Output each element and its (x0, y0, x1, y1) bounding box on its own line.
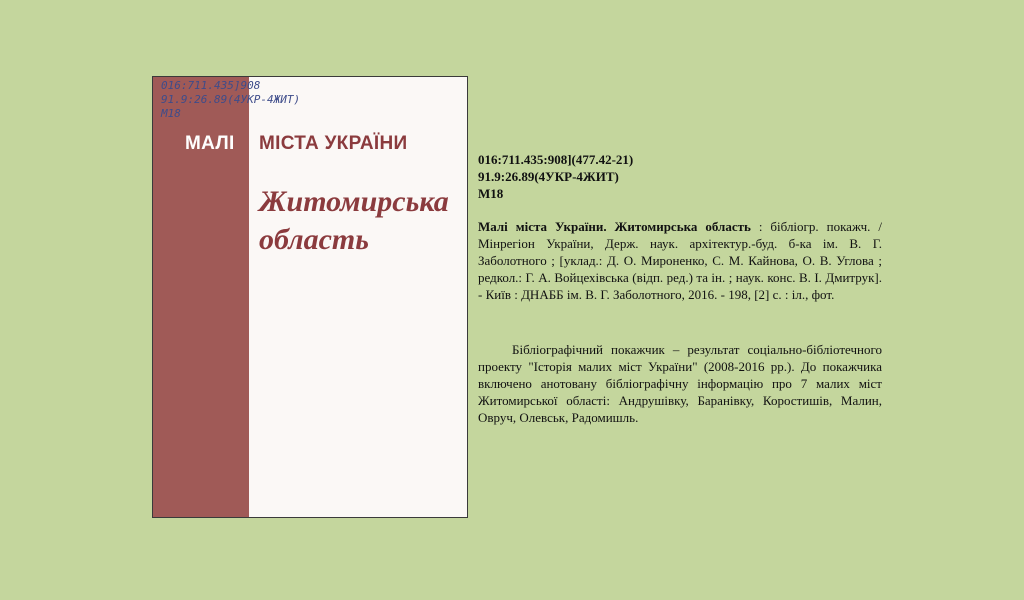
cover-title-right: МІСТА УКРАЇНИ (259, 133, 408, 154)
book-cover-image (152, 76, 468, 518)
record-title: Малі міста України. Житомирська область (478, 219, 751, 234)
cover-subtitle-line: Житомирська (259, 185, 449, 218)
handwritten-line: 91.9:26.89(4УКР-4ЖИТ) (161, 93, 301, 106)
cover-subtitle-line: область (259, 223, 369, 256)
bbk-code: 91.9:26.89(4УКР-4ЖИТ) (478, 169, 619, 184)
cover-subtitle (259, 183, 459, 259)
handwritten-line: М18 (161, 107, 181, 120)
record-annotation: Бібліографічний покажчик – результат соціально-бібліотечного проекту "Історія малих міст України" (2008-2016 рр.). До покажчика включено анотовану бібліографічну інформацію про 7 малих міст Житомирської області: Андрушівку, Баранівку, Коростишів, Малин, Овруч, Олевськ, Радомишль. (478, 342, 882, 425)
author-mark: М18 (478, 186, 504, 201)
cover-title-left: МАЛІ (185, 133, 235, 154)
udc-code: 016:711.435:908](477.42-21) (478, 152, 634, 167)
bibliographic-record (478, 151, 882, 426)
handwritten-catalog-codes (161, 79, 300, 121)
handwritten-line: 016:711.435]908 (161, 79, 261, 92)
classification-codes (478, 151, 882, 202)
record-description: : бібліогр. покажч. / Мінрегіон України, Держ. наук. архітектур.-буд. б-ка ім. В. Г. Заболотного ; [уклад.: Д. О. Мироненко, С. М. Кайнова, О. В. Углова ; редкол.: Г. А. Войцехівська (відп. ред.) та ін. ; наук. конс. В. І. Дмитрук]. ‑ Київ : ДНАББ ім. В. Г. Заболотного, 2016. ‑ 198, [2] с. : іл., фот. (478, 219, 882, 302)
bibliographic-description (478, 218, 882, 303)
